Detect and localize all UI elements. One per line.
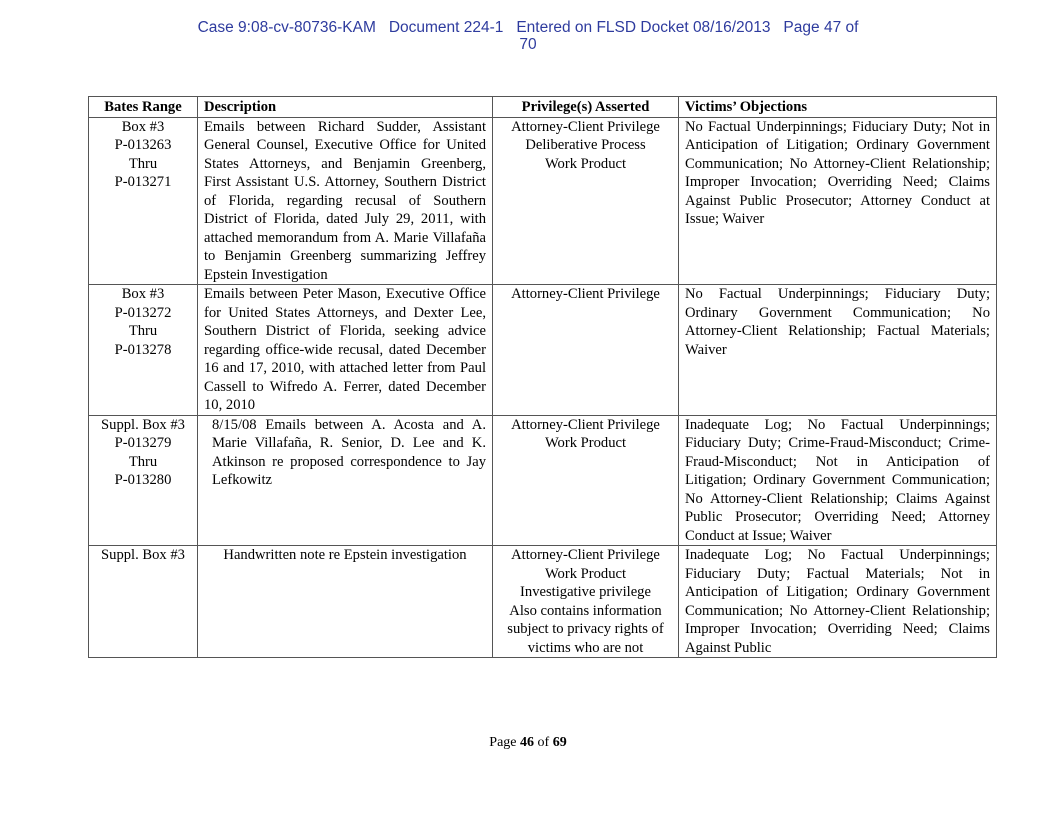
objections-cell: No Factual Underpinnings; Fiduciary Duty; Not in Anticipation of Litigation; Ordinary Government Communication; No Attorney-Client Relationship; Improper Invocation; Overriding Need; Claims Against Public Prosecutor; Attorney Conduct at Issue; Waiver xyxy=(679,117,997,285)
bates-range-cell xyxy=(89,117,198,285)
header-privileges-asserted: Privilege(s) Asserted xyxy=(493,97,679,118)
objections-cell: No Factual Underpinnings; Fiduciary Duty; Ordinary Government Communication; No Attorney-Client Relationship; Factual Materials; Waiver xyxy=(679,285,997,416)
bates-line: Suppl. Box #3 xyxy=(101,416,185,433)
footer-of-word: of xyxy=(537,735,550,750)
bates-line: Suppl. Box #3 xyxy=(101,547,185,563)
docket-header-line2: 70 xyxy=(519,36,537,53)
bates-line: P-013271 xyxy=(114,174,172,190)
table-row xyxy=(89,285,997,416)
page-footer xyxy=(0,735,1056,751)
bates-line: Box #3 xyxy=(121,118,165,135)
privilege-line: Attorney-Client Privilege xyxy=(511,286,660,302)
privilege-line: victims who are not xyxy=(527,639,644,656)
description-cell: Emails between Peter Mason, Executive Office for United States Attorneys, and Dexter Lee, Southern District of Florida, seeking advice regarding office-wide recusal, dated December 16 and 17, 2010, with attached letter from Paul Cassell to Wifredo A. Ferrer, dated December 10, 2010 xyxy=(198,285,493,416)
privilege-cell xyxy=(493,285,679,416)
bates-line: Thru xyxy=(128,323,158,339)
description-cell: Handwritten note re Epstein investigation xyxy=(198,546,493,658)
bates-line: P-013263 xyxy=(114,137,172,153)
objections-cell: Inadequate Log; No Factual Underpinnings; Fiduciary Duty; Factual Materials; Not in Anticipation of Litigation; Ordinary Government Communication; No Attorney-Client Relationship; Improper Invocation; Overriding Need; Claims Against Public xyxy=(679,546,997,658)
footer-page-number: 46 xyxy=(520,735,535,750)
table-header-row xyxy=(89,97,997,118)
docket-header xyxy=(0,19,1056,53)
bates-range-cell xyxy=(89,285,198,416)
bates-line: P-013272 xyxy=(114,304,172,321)
bates-range-cell xyxy=(89,415,198,546)
footer-page-total: 69 xyxy=(552,735,567,750)
description-cell: 8/15/08 Emails between A. Acosta and A. Marie Villafaña, R. Senior, D. Lee and K. Atkinson re proposed correspondence to Jay Lefkowitz xyxy=(198,415,493,546)
privilege-cell xyxy=(493,117,679,285)
bates-line: Thru xyxy=(128,453,158,470)
description-cell: Emails between Richard Sudder, Assistant General Counsel, Executive Office for United States Attorneys, and Benjamin Greenberg, First Assistant U.S. Attorney, Southern District of Florida, regarding recusal of Southern District of Florida, dated July 29, 2011, with attached memorandum from A. Marie Villafaña to Benjamin Greenberg summarizing Jeffrey Epstein Investigation xyxy=(198,117,493,285)
privilege-cell xyxy=(493,546,679,658)
privilege-line: Work Product xyxy=(544,435,627,451)
objections-cell: Inadequate Log; No Factual Underpinnings; Fiduciary Duty; Crime-Fraud-Misconduct; Crime-Fraud-Misconduct; Not in Anticipation of Litigation; Ordinary Government Communication; No Attorney-Client Relationship; Claims Against Public Prosecutor; Overriding Need; Attorney Conduct at Issue; Waiver xyxy=(679,415,997,546)
bates-range-cell xyxy=(89,546,198,658)
bates-line: Thru xyxy=(128,155,158,172)
privilege-cell xyxy=(493,415,679,546)
privilege-line: subject to privacy rights of xyxy=(507,621,664,637)
table-row xyxy=(89,415,997,546)
footer-page-word: Page xyxy=(489,735,517,750)
privilege-line: Deliberative Process xyxy=(525,137,646,153)
table-row xyxy=(89,117,997,285)
header-description: Description xyxy=(198,97,493,118)
table-row xyxy=(89,546,997,658)
privilege-line: Work Product xyxy=(544,565,627,582)
privilege-line: Attorney-Client Privilege xyxy=(511,547,660,563)
docket-header-line1: Case 9:08-cv-80736-KAM Document 224-1 Entered on FLSD Docket 08/16/2013 Page 47 of xyxy=(197,19,859,36)
header-victims-objections: Victims’ Objections xyxy=(679,97,997,118)
privilege-log-table xyxy=(88,96,997,658)
bates-line: P-013278 xyxy=(114,341,172,358)
bates-line: P-013279 xyxy=(114,435,172,451)
privilege-line: Also contains information xyxy=(509,602,662,619)
privilege-line: Work Product xyxy=(544,155,627,172)
bates-line: P-013280 xyxy=(114,472,172,488)
privilege-line: Investigative privilege xyxy=(520,584,651,600)
bates-line: Box #3 xyxy=(121,286,165,302)
header-bates-range: Bates Range xyxy=(89,97,198,118)
privilege-line: Attorney-Client Privilege xyxy=(511,118,660,135)
privilege-line: Attorney-Client Privilege xyxy=(511,416,660,433)
